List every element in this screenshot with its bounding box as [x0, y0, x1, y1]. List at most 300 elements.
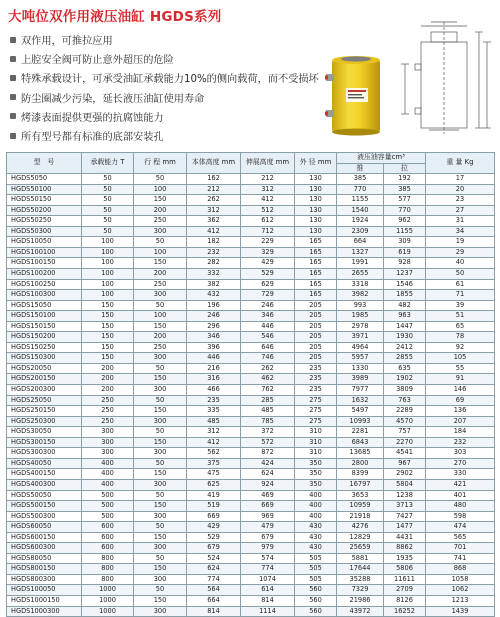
cell-oil-push: 21986: [337, 595, 384, 606]
cell-stroke: 50: [134, 300, 187, 311]
cell-weight: 69: [426, 395, 495, 406]
cell-outer-diameter: 235: [295, 363, 337, 374]
cell-oil-pull: 1930: [384, 332, 426, 343]
cell-capacity: 250: [82, 416, 134, 427]
cell-extended-height: 612: [241, 216, 295, 227]
cell-extended-height: 262: [241, 363, 295, 374]
table-row: [7, 585, 495, 596]
cell-body-height: 262: [187, 195, 241, 206]
cell-model: HGDS1000150: [7, 595, 82, 606]
cell-weight: 330: [426, 469, 495, 480]
cell-model: HGDS20050: [7, 363, 82, 374]
cell-body-height: 412: [187, 437, 241, 448]
cell-stroke: 300: [134, 353, 187, 364]
cell-body-height: 625: [187, 479, 241, 490]
cell-extended-height: 762: [241, 385, 295, 396]
cell-model: HGDS50300: [7, 226, 82, 237]
cell-body-height: 446: [187, 353, 241, 364]
cell-capacity: 50: [82, 216, 134, 227]
cell-model: HGDS60050: [7, 522, 82, 533]
cell-oil-pull: 577: [384, 195, 426, 206]
cell-body-height: 335: [187, 406, 241, 417]
cell-stroke: 200: [134, 269, 187, 280]
cell-capacity: 400: [82, 479, 134, 490]
cell-capacity: 800: [82, 574, 134, 585]
cell-weight: 421: [426, 479, 495, 490]
cell-oil-push: 25659: [337, 543, 384, 554]
cell-extended-height: 462: [241, 374, 295, 385]
cell-extended-height: 346: [241, 311, 295, 322]
cell-capacity: 200: [82, 385, 134, 396]
table-row: [7, 448, 495, 459]
cell-extended-height: 614: [241, 585, 295, 596]
cell-stroke: 250: [134, 342, 187, 353]
cell-oil-pull: 11611: [384, 574, 426, 585]
cell-outer-diameter: 400: [295, 501, 337, 512]
cell-oil-push: 1327: [337, 247, 384, 258]
cell-outer-diameter: 560: [295, 595, 337, 606]
cell-model: HGDS30050: [7, 427, 82, 438]
cell-outer-diameter: 505: [295, 574, 337, 585]
cell-stroke: 250: [134, 216, 187, 227]
cell-body-height: 316: [187, 374, 241, 385]
cell-outer-diameter: 235: [295, 374, 337, 385]
cell-oil-push: 5957: [337, 353, 384, 364]
cell-outer-diameter: 560: [295, 606, 337, 617]
cell-outer-diameter: 310: [295, 437, 337, 448]
cell-extended-height: 712: [241, 226, 295, 237]
cell-capacity: 100: [82, 237, 134, 248]
feature-text: 特殊承载设计，可承受油缸承载能力10%的侧向载荷，而不受损坏: [21, 74, 319, 86]
cell-model: HGDS150250: [7, 342, 82, 353]
cell-body-height: 679: [187, 543, 241, 554]
cell-stroke: 50: [134, 363, 187, 374]
bullet-square-icon: [10, 56, 16, 62]
cell-oil-pull: 309: [384, 237, 426, 248]
cell-body-height: 196: [187, 300, 241, 311]
cell-stroke: 150: [134, 195, 187, 206]
cell-outer-diameter: 205: [295, 342, 337, 353]
table-row: [7, 226, 495, 237]
cell-stroke: 300: [134, 385, 187, 396]
table-row: [7, 300, 495, 311]
cell-body-height: 774: [187, 574, 241, 585]
header-push: 推: [337, 163, 384, 174]
bullet-square-icon: [10, 133, 16, 139]
cell-outer-diameter: 430: [295, 543, 337, 554]
cell-weight: 598: [426, 511, 495, 522]
table-row: [7, 363, 495, 374]
cell-extended-height: 646: [241, 342, 295, 353]
cell-weight: 51: [426, 311, 495, 322]
cell-stroke: 150: [134, 321, 187, 332]
cell-stroke: 50: [134, 237, 187, 248]
cell-outer-diameter: 165: [295, 279, 337, 290]
cell-oil-pull: 1902: [384, 374, 426, 385]
table-row: [7, 458, 495, 469]
cell-oil-push: 7329: [337, 585, 384, 596]
cell-capacity: 600: [82, 522, 134, 533]
cell-model: HGDS50150: [7, 195, 82, 206]
cell-capacity: 400: [82, 469, 134, 480]
cell-outer-diameter: 275: [295, 406, 337, 417]
header-extended-height: 伸展高度 mm: [241, 153, 295, 174]
cell-extended-height: 1114: [241, 606, 295, 617]
cell-oil-push: 17644: [337, 564, 384, 575]
cell-capacity: 50: [82, 174, 134, 185]
cell-stroke: 150: [134, 469, 187, 480]
table-row: [7, 595, 495, 606]
bullet-square-icon: [10, 37, 16, 43]
cell-body-height: 382: [187, 279, 241, 290]
cell-oil-pull: 482: [384, 300, 426, 311]
cell-outer-diameter: 235: [295, 385, 337, 396]
cell-extended-height: 469: [241, 490, 295, 501]
cell-oil-pull: 8126: [384, 595, 426, 606]
cell-oil-push: 8399: [337, 469, 384, 480]
cell-model: HGDS800300: [7, 574, 82, 585]
cell-oil-push: 3971: [337, 332, 384, 343]
cell-oil-pull: 2289: [384, 406, 426, 417]
cell-oil-push: 13685: [337, 448, 384, 459]
cell-outer-diameter: 130: [295, 216, 337, 227]
cell-body-height: 346: [187, 332, 241, 343]
cell-model: HGDS100250: [7, 279, 82, 290]
cell-weight: 91: [426, 374, 495, 385]
cell-capacity: 50: [82, 226, 134, 237]
cell-weight: 23: [426, 195, 495, 206]
header-pull: 拉: [384, 163, 426, 174]
cell-extended-height: 979: [241, 543, 295, 554]
cell-body-height: 282: [187, 258, 241, 269]
cell-oil-pull: 928: [384, 258, 426, 269]
cell-oil-push: 7977: [337, 385, 384, 396]
cell-capacity: 150: [82, 321, 134, 332]
table-row: [7, 290, 495, 301]
cell-outer-diameter: 165: [295, 247, 337, 258]
cell-extended-height: 624: [241, 469, 295, 480]
header-model: 型 号: [7, 153, 82, 174]
cell-model: HGDS300300: [7, 448, 82, 459]
cell-extended-height: 924: [241, 479, 295, 490]
cell-weight: 868: [426, 564, 495, 575]
table-row: [7, 427, 495, 438]
cell-body-height: 564: [187, 585, 241, 596]
cell-weight: 565: [426, 532, 495, 543]
cell-model: HGDS600300: [7, 543, 82, 554]
cell-outer-diameter: 350: [295, 458, 337, 469]
cell-weight: 701: [426, 543, 495, 554]
cell-oil-pull: 619: [384, 247, 426, 258]
cell-stroke: 150: [134, 437, 187, 448]
table-row: [7, 406, 495, 417]
cell-extended-height: 729: [241, 290, 295, 301]
cell-extended-height: 572: [241, 437, 295, 448]
cell-body-height: 246: [187, 311, 241, 322]
cell-extended-height: 312: [241, 184, 295, 195]
feature-text: 双作用，可推拉应用: [21, 36, 113, 48]
cell-weight: 20: [426, 184, 495, 195]
cell-outer-diameter: 205: [295, 321, 337, 332]
feature-text: 烤漆表面提供更强的抗腐蚀能力: [21, 112, 164, 124]
cell-body-height: 162: [187, 174, 241, 185]
table-row: [7, 437, 495, 448]
table-row: [7, 553, 495, 564]
cell-oil-pull: 757: [384, 427, 426, 438]
cell-capacity: 800: [82, 553, 134, 564]
cell-outer-diameter: 275: [295, 416, 337, 427]
cell-weight: 40: [426, 258, 495, 269]
cell-capacity: 100: [82, 279, 134, 290]
header-oil-capacity: 液压油容量cm³: [337, 153, 426, 164]
table-row: [7, 416, 495, 427]
cell-outer-diameter: 205: [295, 300, 337, 311]
cell-oil-push: 12829: [337, 532, 384, 543]
cell-model: HGDS50250: [7, 216, 82, 227]
cell-stroke: 150: [134, 595, 187, 606]
cell-model: HGDS100150: [7, 258, 82, 269]
table-row: [7, 205, 495, 216]
feature-text: 所有型号都有标准的底部安装孔: [21, 132, 164, 144]
cell-capacity: 300: [82, 448, 134, 459]
cell-model: HGDS100300: [7, 290, 82, 301]
table-row: [7, 237, 495, 248]
cell-oil-pull: 2412: [384, 342, 426, 353]
table-row: [7, 490, 495, 501]
cell-outer-diameter: 130: [295, 174, 337, 185]
cell-weight: 741: [426, 553, 495, 564]
table-row: [7, 184, 495, 195]
table-row: [7, 606, 495, 617]
cell-outer-diameter: 310: [295, 448, 337, 459]
cell-weight: 207: [426, 416, 495, 427]
cell-model: HGDS600150: [7, 532, 82, 543]
cell-stroke: 300: [134, 606, 187, 617]
table-row: [7, 511, 495, 522]
cell-stroke: 300: [134, 448, 187, 459]
cell-weight: 65: [426, 321, 495, 332]
cell-weight: 1439: [426, 606, 495, 617]
cell-body-height: 332: [187, 269, 241, 280]
cell-weight: 270: [426, 458, 495, 469]
cell-oil-pull: 763: [384, 395, 426, 406]
table-row: [7, 321, 495, 332]
table-row: [7, 195, 495, 206]
cell-weight: 105: [426, 353, 495, 364]
table-row: [7, 216, 495, 227]
cell-capacity: 600: [82, 532, 134, 543]
cell-capacity: 400: [82, 458, 134, 469]
cell-outer-diameter: 400: [295, 490, 337, 501]
table-row: [7, 574, 495, 585]
cell-capacity: 150: [82, 332, 134, 343]
feature-item: [8, 126, 348, 145]
cell-weight: 146: [426, 385, 495, 396]
cell-oil-pull: 16252: [384, 606, 426, 617]
cell-outer-diameter: 130: [295, 184, 337, 195]
cell-model: HGDS50200: [7, 205, 82, 216]
cell-capacity: 250: [82, 395, 134, 406]
cell-oil-pull: 4541: [384, 448, 426, 459]
table-row: [7, 395, 495, 406]
cell-oil-pull: 1546: [384, 279, 426, 290]
cell-capacity: 100: [82, 247, 134, 258]
table-row: [7, 532, 495, 543]
table-row: [7, 522, 495, 533]
cell-model: HGDS10050: [7, 237, 82, 248]
cell-stroke: 150: [134, 501, 187, 512]
cell-oil-push: 35288: [337, 574, 384, 585]
cell-outer-diameter: 205: [295, 353, 337, 364]
cell-oil-pull: 385: [384, 184, 426, 195]
table-row: [7, 342, 495, 353]
cell-stroke: 200: [134, 205, 187, 216]
cell-oil-pull: 1477: [384, 522, 426, 533]
cell-oil-pull: 1855: [384, 290, 426, 301]
cell-capacity: 200: [82, 363, 134, 374]
cell-outer-diameter: 165: [295, 269, 337, 280]
header-stroke: 行 程 mm: [134, 153, 187, 174]
cell-body-height: 475: [187, 469, 241, 480]
cell-model: HGDS5050: [7, 174, 82, 185]
cell-stroke: 300: [134, 574, 187, 585]
feature-text: 上腔安全阀可防止意外超压的危险: [21, 55, 174, 67]
cell-stroke: 50: [134, 427, 187, 438]
cell-weight: 1062: [426, 585, 495, 596]
cell-oil-push: 1330: [337, 363, 384, 374]
cell-oil-push: 993: [337, 300, 384, 311]
cell-oil-push: 6843: [337, 437, 384, 448]
cell-stroke: 50: [134, 553, 187, 564]
cell-oil-push: 3982: [337, 290, 384, 301]
cell-stroke: 150: [134, 258, 187, 269]
cell-outer-diameter: 350: [295, 479, 337, 490]
cell-oil-pull: 967: [384, 458, 426, 469]
cell-weight: 1213: [426, 595, 495, 606]
cell-oil-push: 10959: [337, 501, 384, 512]
cell-model: HGDS200150: [7, 374, 82, 385]
cell-model: HGDS1000300: [7, 606, 82, 617]
cell-stroke: 300: [134, 511, 187, 522]
cell-stroke: 50: [134, 395, 187, 406]
cell-model: HGDS200300: [7, 385, 82, 396]
cell-oil-push: 5497: [337, 406, 384, 417]
table-row: [7, 479, 495, 490]
cell-oil-push: 2281: [337, 427, 384, 438]
cell-body-height: 396: [187, 342, 241, 353]
cell-oil-push: 1985: [337, 311, 384, 322]
cell-oil-push: 2309: [337, 226, 384, 237]
cell-outer-diameter: 165: [295, 258, 337, 269]
cell-stroke: 50: [134, 585, 187, 596]
cell-extended-height: 485: [241, 406, 295, 417]
cell-capacity: 500: [82, 501, 134, 512]
cell-model: HGDS50050: [7, 490, 82, 501]
cell-oil-pull: 3809: [384, 385, 426, 396]
cell-capacity: 150: [82, 311, 134, 322]
cell-weight: 61: [426, 279, 495, 290]
cell-stroke: 100: [134, 247, 187, 258]
cell-weight: 29: [426, 247, 495, 258]
cell-model: HGDS150200: [7, 332, 82, 343]
cylinder-dimension-drawing: [395, 18, 495, 138]
cell-capacity: 100: [82, 290, 134, 301]
cell-weight: 136: [426, 406, 495, 417]
cell-extended-height: 785: [241, 416, 295, 427]
cell-outer-diameter: 205: [295, 332, 337, 343]
cell-oil-push: 1991: [337, 258, 384, 269]
cell-body-height: 429: [187, 522, 241, 533]
cell-oil-pull: 635: [384, 363, 426, 374]
cell-model: HGDS80050: [7, 553, 82, 564]
cell-weight: 71: [426, 290, 495, 301]
cell-oil-pull: 5804: [384, 479, 426, 490]
cell-oil-pull: 7427: [384, 511, 426, 522]
cell-extended-height: 872: [241, 448, 295, 459]
cell-body-height: 524: [187, 553, 241, 564]
table-row: [7, 247, 495, 258]
feature-item: [8, 68, 348, 87]
cell-oil-push: 664: [337, 237, 384, 248]
cell-oil-pull: 1447: [384, 321, 426, 332]
cell-oil-push: 3989: [337, 374, 384, 385]
cell-weight: 39: [426, 300, 495, 311]
cell-outer-diameter: 310: [295, 427, 337, 438]
cell-extended-height: 1074: [241, 574, 295, 585]
cell-extended-height: 429: [241, 258, 295, 269]
cell-weight: 232: [426, 437, 495, 448]
cell-oil-push: 1632: [337, 395, 384, 406]
cell-capacity: 800: [82, 564, 134, 575]
cell-body-height: 212: [187, 184, 241, 195]
cell-extended-height: 424: [241, 458, 295, 469]
cell-capacity: 300: [82, 437, 134, 448]
cell-weight: 92: [426, 342, 495, 353]
cell-model: HGDS150150: [7, 321, 82, 332]
cell-stroke: 300: [134, 543, 187, 554]
feature-item: [8, 30, 348, 49]
cell-extended-height: 546: [241, 332, 295, 343]
table-row: [7, 564, 495, 575]
cell-capacity: 50: [82, 205, 134, 216]
cell-stroke: 50: [134, 458, 187, 469]
cell-outer-diameter: 130: [295, 205, 337, 216]
cell-body-height: 485: [187, 416, 241, 427]
cell-extended-height: 446: [241, 321, 295, 332]
cell-stroke: 100: [134, 311, 187, 322]
feature-item: [8, 49, 348, 68]
cell-body-height: 419: [187, 490, 241, 501]
cell-body-height: 312: [187, 205, 241, 216]
bullet-square-icon: [10, 94, 16, 100]
cell-model: HGDS250300: [7, 416, 82, 427]
cell-oil-pull: 4570: [384, 416, 426, 427]
cell-extended-height: 679: [241, 532, 295, 543]
bullet-square-icon: [10, 113, 16, 119]
cell-body-height: 519: [187, 501, 241, 512]
cell-stroke: 150: [134, 532, 187, 543]
table-row: [7, 353, 495, 364]
cell-extended-height: 746: [241, 353, 295, 364]
cell-model: HGDS100050: [7, 585, 82, 596]
feature-item: [8, 88, 348, 107]
cell-capacity: 100: [82, 258, 134, 269]
header-body-height: 本体高度 mm: [187, 153, 241, 174]
cell-oil-push: 4276: [337, 522, 384, 533]
cell-weight: 401: [426, 490, 495, 501]
cell-extended-height: 969: [241, 511, 295, 522]
cell-stroke: 250: [134, 279, 187, 290]
